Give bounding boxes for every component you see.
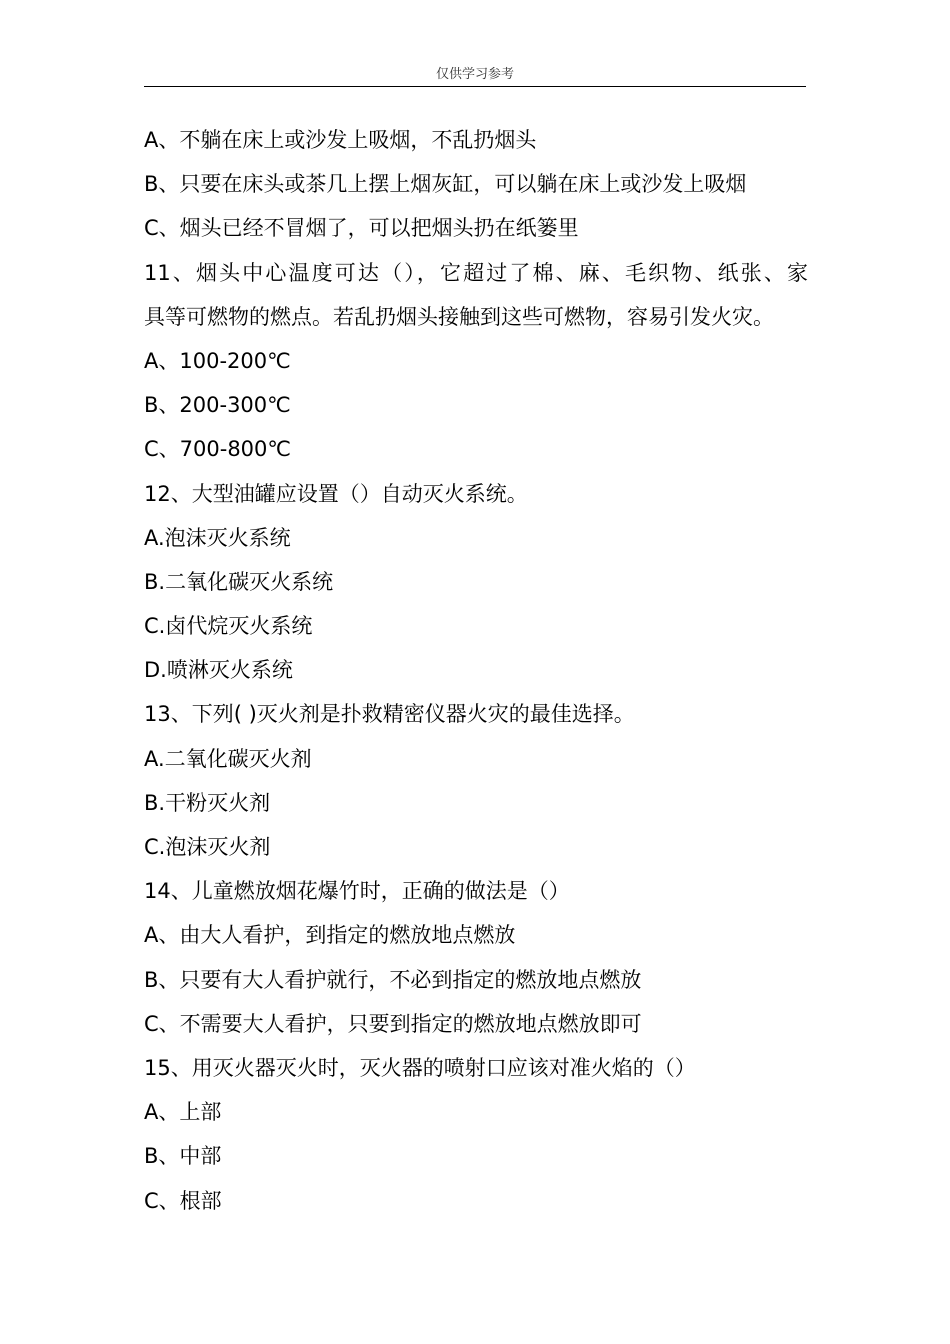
question-line: 13、下列( )灭火剂是扑救精密仪器火灾的最佳选择。 [144,702,635,727]
option-line: C、根部 [144,1188,222,1213]
option-line: A、由大人看护，到指定的燃放地点燃放 [144,923,516,948]
option-line: B、只要有大人看护就行，不必到指定的燃放地点燃放 [144,967,642,992]
question-line: 14、儿童燃放烟花爆竹时，正确的做法是（） [144,879,570,904]
option-line: A、不躺在床上或沙发上吸烟，不乱扔烟头 [144,128,537,152]
option-line: A、100-200℃ [144,348,291,373]
question-line: 15、用灭火器灭火时，灭火器的喷射口应该对准火焰的（） [144,1055,696,1080]
option-line: C、烟头已经不冒烟了，可以把烟头扔在纸篓里 [144,216,579,241]
option-line: A.二氧化碳灭火剂 [144,746,312,771]
option-line: D.喷淋灭火系统 [144,658,293,683]
option-line: B.二氧化碳灭火系统 [144,569,334,594]
page-header [144,66,806,87]
option-line: B、只要在床头或茶几上摆上烟灰缸，可以躺在床上或沙发上吸烟 [144,172,747,197]
option-line: C、不需要大人看护，只要到指定的燃放地点燃放即可 [144,1011,642,1036]
question-line: 具等可燃物的燃点。若乱扔烟头接触到这些可燃物，容易引发火灾。 [144,304,774,329]
option-line: B、200-300℃ [144,393,291,418]
option-line: A、上部 [144,1100,222,1125]
option-line: B.干粉灭火剂 [144,790,271,815]
header-text: 仅供学习参考 [435,67,514,82]
option-line: A.泡沫灭火系统 [144,525,291,550]
question-line: 11、烟头中心温度可达（），它超过了棉、麻、毛织物、纸张、家 [144,260,808,285]
question-line: 12、大型油罐应设置（）自动灭火系统。 [144,481,528,506]
document-body [144,118,808,1223]
option-line: C.泡沫灭火剂 [144,835,271,859]
option-line: B、中部 [144,1144,222,1169]
option-line: C.卤代烷灭火系统 [144,614,313,639]
option-line: C、700-800℃ [144,437,291,462]
